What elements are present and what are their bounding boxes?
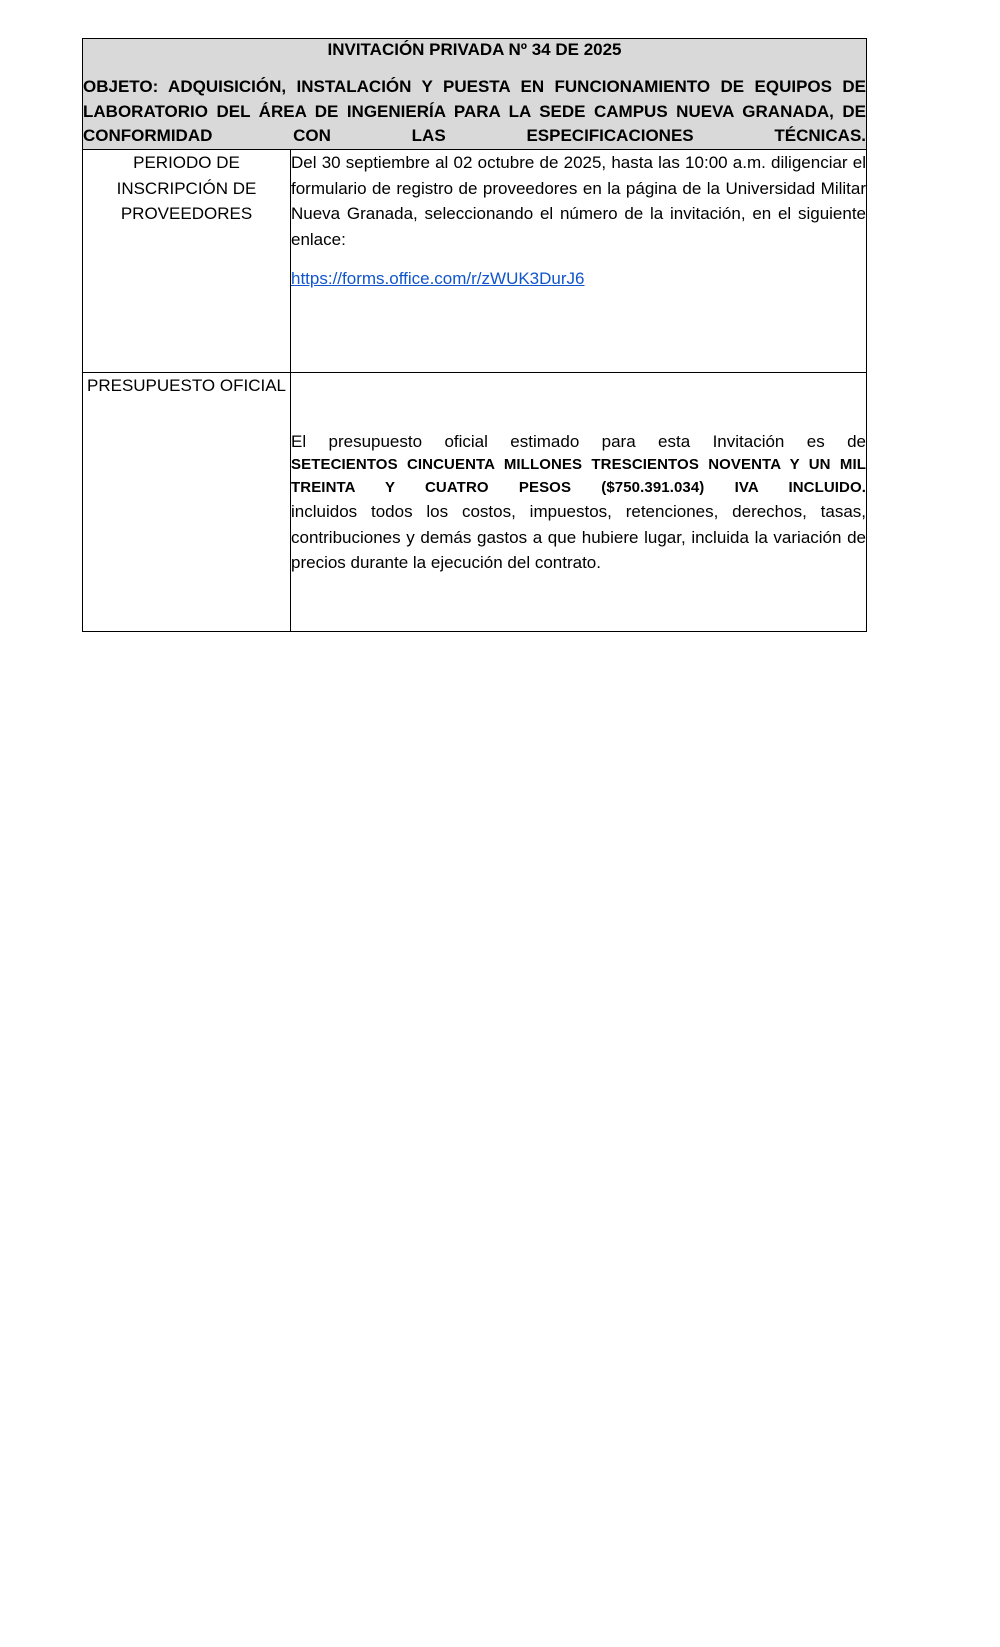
row-content-periodo-inscripcion bbox=[291, 150, 867, 373]
periodo-text: Del 30 septiembre al 02 octubre de 2025, hasta las 10:00 a.m. diligenciar el formulario de registro de proveedores en la página de la Universidad Militar Nueva Granada, seleccionando el número de la invitación, en el siguiente enlace: bbox=[291, 153, 867, 249]
page-title: INVITACIÓN PRIVADA Nº 34 DE 2025 bbox=[327, 40, 622, 59]
invitation-table bbox=[82, 38, 867, 632]
presupuesto-intro: El presupuesto oficial estimado para esta Invitación es de bbox=[291, 431, 867, 451]
header-cell bbox=[83, 39, 867, 150]
table-row bbox=[83, 150, 867, 373]
table-row bbox=[83, 373, 867, 632]
presupuesto-amount: SETECIENTOS CINCUENTA MILLONES TRESCIENTOS NOVENTA Y UN MIL TREINTA Y CUATRO PESOS ($750.391.034) IVA INCLUIDO. bbox=[291, 456, 867, 496]
registration-form-link[interactable]: https://forms.office.com/r/zWUK3DurJ6 bbox=[291, 269, 585, 289]
row-content-presupuesto-oficial bbox=[291, 373, 867, 632]
row-label-periodo-inscripcion: PERIODO DE INSCRIPCIÓN DE PROVEEDORES bbox=[83, 150, 291, 373]
table-row-header bbox=[83, 39, 867, 150]
presupuesto-rest: incluidos todos los costos, impuestos, retenciones, derechos, tasas, contribuciones y demás gastos a que hubiere lugar, incluida la variación de precios durante la ejecución del contrato. bbox=[291, 502, 867, 573]
object-text: OBJETO: ADQUISICIÓN, INSTALACIÓN Y PUESTA EN FUNCIONAMIENTO DE EQUIPOS DE LABORATORIO DEL ÁREA DE INGENIERÍA PARA LA SEDE CAMPUS NUEVA GRANADA, DE CONFORMIDAD CON LAS ESPECIFICACIONES TÉCNICAS. bbox=[83, 77, 867, 146]
row-label-presupuesto-oficial: PRESUPUESTO OFICIAL bbox=[83, 373, 291, 632]
